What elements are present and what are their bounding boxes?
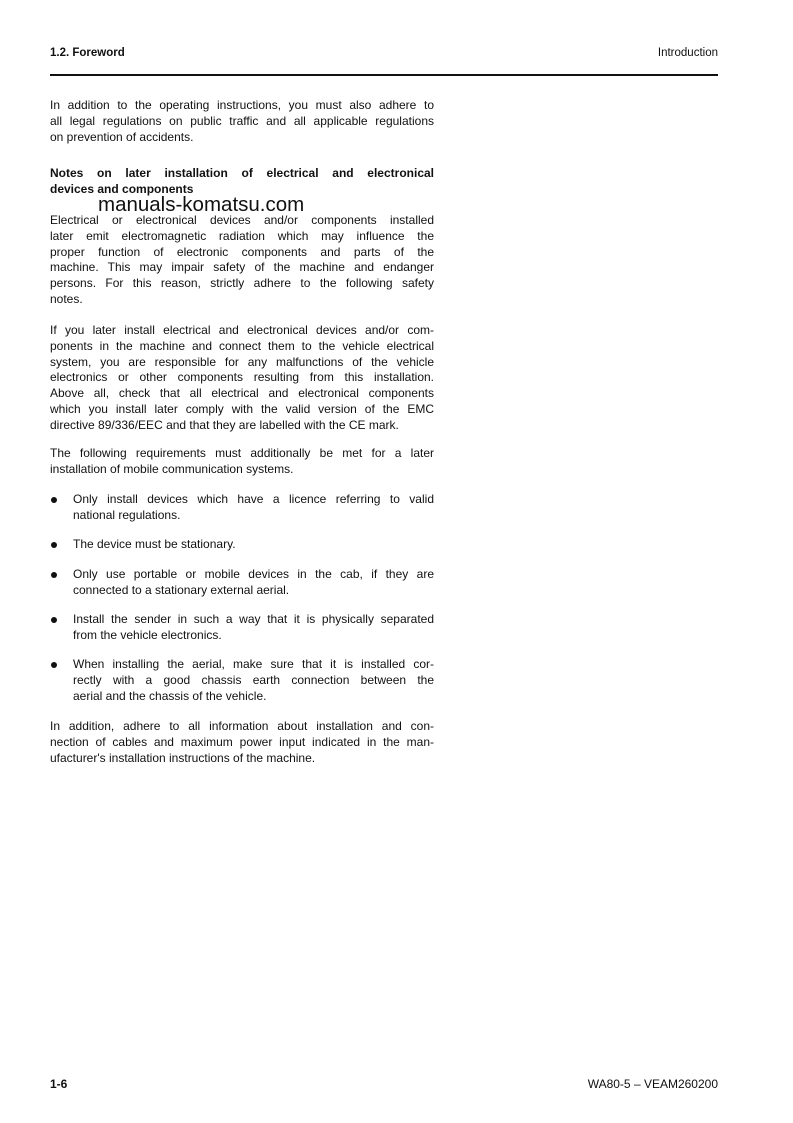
watermark: manuals-komatsu.com bbox=[98, 193, 305, 216]
text-line: The device must be stationary. bbox=[73, 537, 236, 551]
text-line: Install the sender in such a way that it is physically separated bbox=[73, 612, 434, 626]
text-line: The following requirements must additionally be met for a later bbox=[50, 446, 434, 460]
text-line: Only use portable or mobile devices in the cab, if they are bbox=[73, 567, 434, 581]
paragraph-responsibility bbox=[50, 323, 434, 434]
bullet-text bbox=[73, 537, 434, 553]
text-line: electronics or other components resulting from this installation. bbox=[50, 370, 434, 385]
bullet-icon bbox=[51, 542, 57, 548]
text-line: Electrical or electronical devices and/or components installed bbox=[50, 213, 434, 227]
bullet-text bbox=[73, 657, 434, 704]
bullet-text bbox=[73, 492, 434, 524]
bullet-item bbox=[50, 657, 434, 704]
bullet-item bbox=[50, 537, 434, 553]
text-line: proper function of electronic components and parts of the bbox=[50, 244, 434, 259]
text-line: machine. This may impair safety of the machine and endanger bbox=[50, 260, 434, 275]
paragraph-intro bbox=[50, 98, 434, 145]
text-line: devices and components bbox=[50, 181, 194, 196]
chapter-title: Introduction bbox=[657, 47, 718, 59]
text-line: system, you are responsible for any malfunctions of the vehicle bbox=[50, 354, 434, 369]
paragraph-cables bbox=[50, 719, 434, 766]
text-line: aerial and the chassis of the vehicle. bbox=[73, 688, 267, 703]
text-line: installation of mobile communication systems. bbox=[50, 461, 294, 476]
bullet-item bbox=[50, 612, 434, 644]
text-line: which you install later comply with the valid version of the EMC bbox=[50, 401, 434, 416]
text-line: rectly with a good chassis earth connection between the bbox=[73, 672, 434, 687]
page-number: 1-6 bbox=[50, 1077, 68, 1091]
text-line: on prevention of accidents. bbox=[50, 129, 194, 144]
text-line: Above all, check that all electrical and electronical components bbox=[50, 386, 434, 401]
document-id: WA80-5 – VEAM260200 bbox=[587, 1077, 718, 1091]
text-line: When installing the aerial, make sure that it is installed cor- bbox=[73, 657, 434, 671]
bullet-item bbox=[50, 492, 434, 524]
text-line: connected to a stationary external aerial. bbox=[73, 582, 290, 597]
text-line: In addition to the operating instructions, you must also adhere to bbox=[50, 98, 434, 112]
text-line: nection of cables and maximum power input indicated in the man- bbox=[50, 734, 434, 749]
text-line: from the vehicle electronics. bbox=[73, 627, 222, 642]
text-line: If you later install electrical and electronical devices and/or com- bbox=[50, 323, 434, 337]
text-line: ponents in the machine and connect them to the vehicle electrical bbox=[50, 338, 434, 353]
paragraph-emc-radiation bbox=[50, 213, 434, 308]
text-line: Notes on later installation of electrical and electronical bbox=[50, 166, 434, 180]
bullet-icon bbox=[51, 662, 57, 668]
text-line: all legal regulations on public traffic and all applicable regulations bbox=[50, 113, 434, 128]
bullet-text bbox=[73, 567, 434, 599]
section-title: 1.2. Foreword bbox=[50, 47, 125, 59]
bullet-icon bbox=[51, 497, 57, 503]
bullet-item bbox=[50, 567, 434, 599]
bullet-icon bbox=[51, 572, 57, 578]
text-line: ufacturer's installation instructions of the machine. bbox=[50, 750, 316, 765]
text-line: In addition, adhere to all information about installation and con- bbox=[50, 719, 434, 733]
text-line: directive 89/336/EEC and that they are labelled with the CE mark. bbox=[50, 417, 399, 432]
bullet-text bbox=[73, 612, 434, 644]
text-line: persons. For this reason, strictly adhere to the following safety bbox=[50, 276, 434, 291]
header-rule bbox=[50, 74, 718, 76]
bullet-icon bbox=[51, 617, 57, 623]
text-line: notes. bbox=[50, 291, 83, 306]
text-line: national regulations. bbox=[73, 507, 181, 522]
text-line: Only install devices which have a licence referring to valid bbox=[73, 492, 434, 506]
text-line: later emit electromagnetic radiation which may influence the bbox=[50, 228, 434, 243]
paragraph-requirements bbox=[50, 446, 434, 478]
